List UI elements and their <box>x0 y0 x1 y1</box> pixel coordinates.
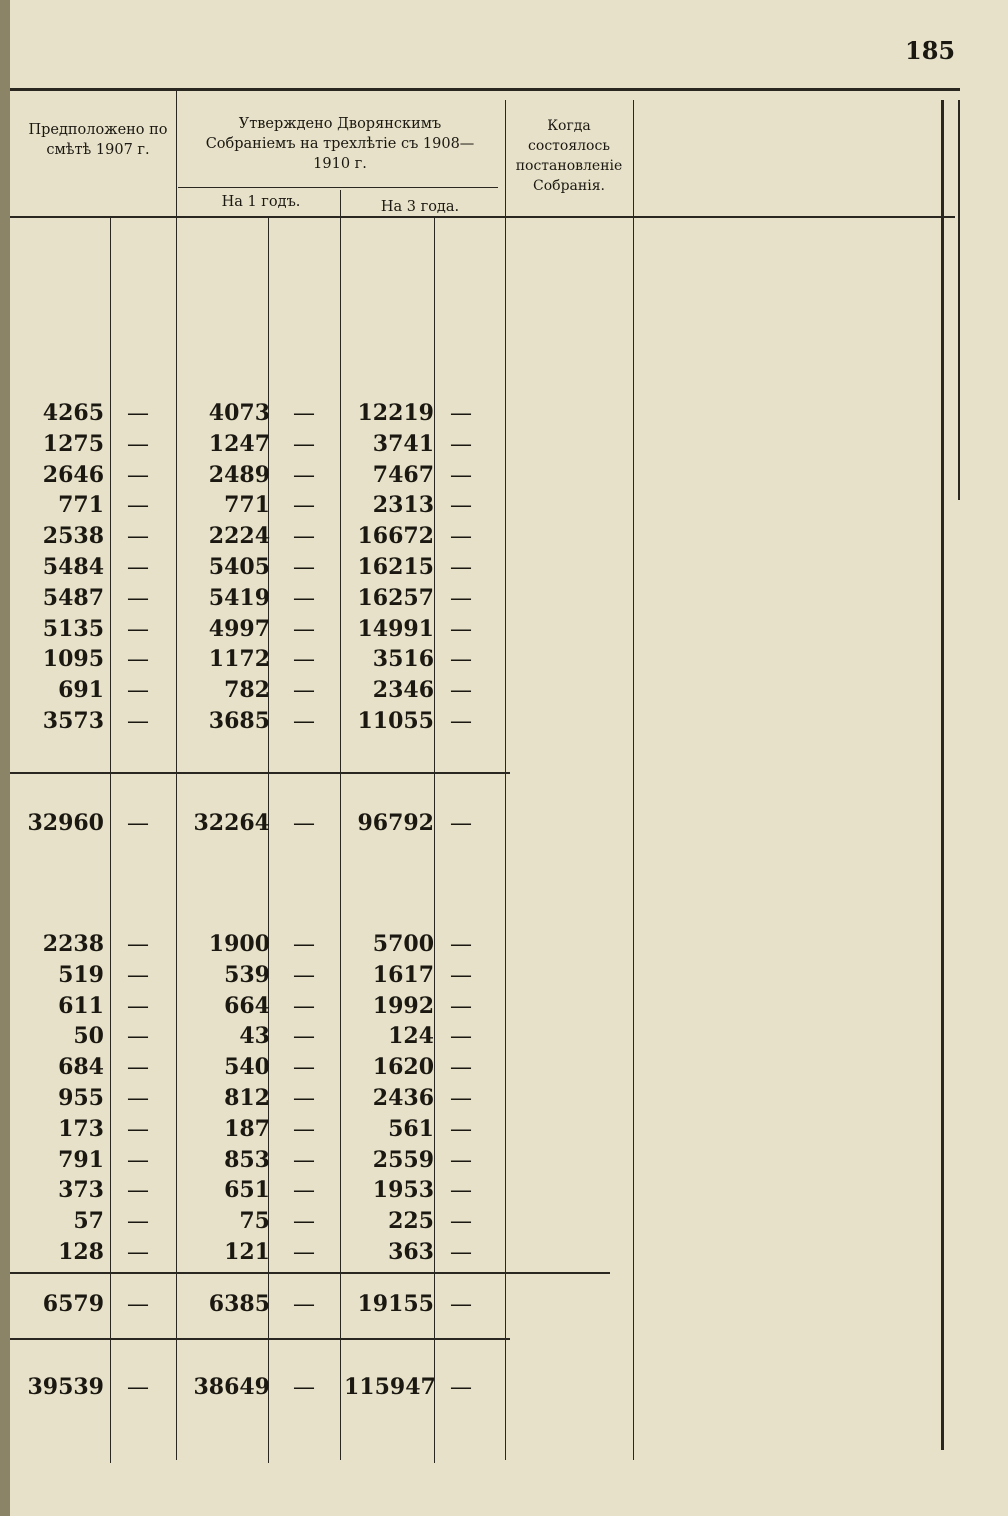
dash-cell: — <box>450 962 472 988</box>
dash-cell: — <box>127 962 149 988</box>
per-year-cell: 2224 <box>208 523 270 550</box>
dash-cell: — <box>450 709 472 734</box>
dash-cell: — <box>293 993 315 1019</box>
dash-cell: — <box>450 1375 472 1400</box>
dash-cell: — <box>127 647 149 673</box>
table-row <box>0 398 520 429</box>
estimate-cell: 373 <box>58 1177 104 1204</box>
table-row <box>0 706 520 737</box>
per-year-cell: 4073 <box>208 400 270 426</box>
three-years-cell: 16215 <box>357 554 434 580</box>
table-row <box>0 1083 520 1114</box>
dash-cell: — <box>127 1375 149 1400</box>
dash-cell: — <box>450 647 472 673</box>
dash-cell: — <box>127 709 149 734</box>
three-years-cell: 96792 <box>357 810 434 836</box>
dash-cell: — <box>127 1178 149 1204</box>
dash-cell: — <box>450 431 472 457</box>
approved-subheader-rule <box>178 187 498 188</box>
three-years-cell: 2436 <box>372 1085 434 1111</box>
header-estimate: Предположено по смѣтѣ 1907 г. <box>28 122 168 158</box>
per-year-cell: 2489 <box>208 461 270 488</box>
table-row <box>0 1021 520 1052</box>
dash-cell: — <box>293 1292 315 1317</box>
per-year-cell: 75 <box>239 1208 270 1235</box>
three-years-cell: 1620 <box>372 1054 434 1081</box>
per-year-cell: 38649 <box>193 1374 270 1400</box>
estimate-cell: 57 <box>73 1208 104 1235</box>
per-year-cell: 187 <box>224 1115 270 1142</box>
three-years-cell: 16672 <box>357 523 434 550</box>
three-years-cell: 124 <box>388 1023 434 1050</box>
estimate-cell: 2238 <box>42 931 104 957</box>
table-row <box>0 1175 520 1206</box>
table-row <box>0 429 520 460</box>
dash-cell: — <box>293 585 315 611</box>
three-years-cell: 16257 <box>357 584 434 611</box>
estimate-cell: 1095 <box>42 646 104 673</box>
estimate-cell: 1275 <box>42 430 104 457</box>
estimate-cell: 771 <box>58 492 104 519</box>
three-years-cell: 363 <box>388 1239 434 1265</box>
dash-cell: — <box>450 401 472 426</box>
dash-cell: — <box>293 462 315 488</box>
three-years-cell: 3741 <box>372 430 434 457</box>
per-year-cell: 1172 <box>208 646 270 673</box>
dash-cell: — <box>450 932 472 957</box>
estimate-cell: 5484 <box>42 554 104 580</box>
dash-cell: — <box>293 401 315 426</box>
dash-cell: — <box>293 493 315 519</box>
dash-cell: — <box>127 1147 149 1173</box>
table-row <box>0 1237 520 1268</box>
three-years-cell: 19155 <box>357 1291 434 1317</box>
dash-cell: — <box>127 1086 149 1111</box>
three-years-cell: 2346 <box>372 677 434 704</box>
table-right-border <box>941 100 944 1450</box>
estimate-cell: 4265 <box>42 400 104 426</box>
three-years-cell: 3516 <box>372 646 434 673</box>
dash-cell: — <box>450 1147 472 1173</box>
dash-cell: — <box>450 1178 472 1204</box>
estimate-cell: 50 <box>73 1023 104 1050</box>
dash-cell: — <box>293 616 315 642</box>
header-approved: Утверждено Дворянскимъ Собраніемъ на трехлѣтіе съ 1908—1910 г. <box>205 116 475 172</box>
header-per-year: На 1 годъ. <box>221 194 301 210</box>
three-years-cell: 2559 <box>372 1146 434 1173</box>
dash-cell: — <box>127 555 149 580</box>
per-year-cell: 5405 <box>208 554 270 580</box>
dash-cell: — <box>293 962 315 988</box>
dash-cell: — <box>450 811 472 836</box>
per-year-cell: 853 <box>224 1146 270 1173</box>
dash-cell: — <box>127 1055 149 1081</box>
dash-cell: — <box>293 1240 315 1265</box>
estimate-cell: 5135 <box>42 615 104 642</box>
table-row <box>0 460 520 491</box>
subtotal2-rule-top <box>10 1272 610 1274</box>
table-row <box>0 1206 520 1237</box>
dash-cell: — <box>127 932 149 957</box>
dash-cell: — <box>450 1116 472 1142</box>
dash-cell: — <box>293 1055 315 1081</box>
estimate-cell: 519 <box>58 961 104 988</box>
per-year-cell: 651 <box>224 1177 270 1204</box>
table-row <box>0 675 520 706</box>
three-years-cell: 1617 <box>372 961 434 988</box>
dash-cell: — <box>293 932 315 957</box>
per-year-cell: 771 <box>224 492 270 519</box>
table-row <box>0 583 520 614</box>
dash-cell: — <box>127 993 149 1019</box>
dash-cell: — <box>127 1116 149 1142</box>
three-years-cell: 225 <box>388 1208 434 1235</box>
per-year-cell: 121 <box>224 1239 270 1265</box>
col-rule <box>633 100 634 1460</box>
estimate-cell: 5487 <box>42 584 104 611</box>
table-row <box>0 929 520 960</box>
dash-cell: — <box>127 1209 149 1235</box>
estimate-cell: 684 <box>58 1054 104 1081</box>
subtotal1-rule <box>10 772 510 774</box>
dash-cell: — <box>450 493 472 519</box>
per-year-cell: 540 <box>224 1054 270 1081</box>
dash-cell: — <box>293 431 315 457</box>
dash-cell: — <box>293 1178 315 1204</box>
page-number: 185 <box>905 36 956 65</box>
dash-cell: — <box>127 616 149 642</box>
per-year-cell: 1247 <box>208 430 270 457</box>
dash-cell: — <box>450 1024 472 1050</box>
dash-cell: — <box>293 524 315 550</box>
estimate-cell: 791 <box>58 1146 104 1173</box>
dash-cell: — <box>127 401 149 426</box>
dash-cell: — <box>127 1024 149 1050</box>
estimate-cell: 128 <box>58 1239 104 1265</box>
dash-cell: — <box>293 555 315 580</box>
dash-cell: — <box>127 1240 149 1265</box>
estimate-cell: 2538 <box>42 523 104 550</box>
subtotal-row <box>0 808 520 839</box>
dash-cell: — <box>450 993 472 1019</box>
estimate-cell: 691 <box>58 677 104 704</box>
dash-cell: — <box>450 1086 472 1111</box>
dash-cell: — <box>127 811 149 836</box>
total-rule-top <box>10 1338 510 1340</box>
three-years-cell: 1992 <box>372 992 434 1019</box>
header-three-years: На 3 года. <box>380 199 460 215</box>
dash-cell: — <box>450 1055 472 1081</box>
dash-cell: — <box>127 462 149 488</box>
table-row <box>0 991 520 1022</box>
dash-cell: — <box>293 1116 315 1142</box>
dash-cell: — <box>127 678 149 704</box>
dash-cell: — <box>450 462 472 488</box>
table-right-border-outer <box>958 100 960 500</box>
dash-cell: — <box>450 1240 472 1265</box>
dash-cell: — <box>293 1209 315 1235</box>
table-row <box>0 1052 520 1083</box>
dash-cell: — <box>127 1292 149 1317</box>
per-year-cell: 1900 <box>208 931 270 957</box>
three-years-cell: 14991 <box>357 615 434 642</box>
per-year-cell: 6385 <box>208 1291 270 1317</box>
per-year-cell: 32264 <box>193 810 270 836</box>
dash-cell: — <box>127 524 149 550</box>
dash-cell: — <box>450 616 472 642</box>
dash-cell: — <box>293 678 315 704</box>
dash-cell: — <box>293 1086 315 1111</box>
dash-cell: — <box>450 585 472 611</box>
three-years-cell: 7467 <box>372 461 434 488</box>
estimate-cell: 6579 <box>42 1291 104 1317</box>
per-year-cell: 812 <box>224 1085 270 1111</box>
table-row <box>0 644 520 675</box>
dash-cell: — <box>127 431 149 457</box>
per-year-cell: 782 <box>224 677 270 704</box>
dash-cell: — <box>450 524 472 550</box>
per-year-cell: 4997 <box>208 615 270 642</box>
table-row <box>0 490 520 521</box>
dash-cell: — <box>293 1375 315 1400</box>
three-years-cell: 11055 <box>357 708 434 734</box>
three-years-cell: 12219 <box>357 400 434 426</box>
dash-cell: — <box>293 1024 315 1050</box>
dash-cell: — <box>293 647 315 673</box>
total-row <box>0 1372 520 1403</box>
three-years-cell: 5700 <box>372 931 434 957</box>
dash-cell: — <box>293 811 315 836</box>
per-year-cell: 664 <box>224 992 270 1019</box>
table-row <box>0 552 520 583</box>
three-years-cell: 115947 <box>344 1374 436 1400</box>
table-top-border <box>10 88 960 91</box>
dash-cell: — <box>293 1147 315 1173</box>
dash-cell: — <box>450 678 472 704</box>
estimate-cell: 955 <box>58 1085 104 1111</box>
per-year-cell: 43 <box>239 1023 270 1050</box>
three-years-cell: 2313 <box>372 492 434 519</box>
estimate-cell: 39539 <box>27 1374 104 1400</box>
dash-cell: — <box>127 585 149 611</box>
table-row <box>0 960 520 991</box>
estimate-cell: 32960 <box>27 810 104 836</box>
dash-cell: — <box>450 1209 472 1235</box>
subtotal-row <box>0 1289 520 1320</box>
estimate-cell: 3573 <box>42 708 104 734</box>
dash-cell: — <box>127 493 149 519</box>
estimate-cell: 173 <box>58 1115 104 1142</box>
per-year-cell: 3685 <box>208 708 270 734</box>
per-year-cell: 539 <box>224 961 270 988</box>
dash-cell: — <box>293 709 315 734</box>
table-row <box>0 614 520 645</box>
table-row <box>0 1145 520 1176</box>
three-years-cell: 561 <box>388 1115 434 1142</box>
three-years-cell: 1953 <box>372 1177 434 1204</box>
table-row <box>0 1114 520 1145</box>
header-decision-date: Когда состоялось постановленіе Собранія. <box>515 118 623 194</box>
table-row <box>0 521 520 552</box>
estimate-cell: 611 <box>58 992 104 1019</box>
dash-cell: — <box>450 1292 472 1317</box>
dash-cell: — <box>450 555 472 580</box>
estimate-cell: 2646 <box>42 461 104 488</box>
per-year-cell: 5419 <box>208 584 270 611</box>
